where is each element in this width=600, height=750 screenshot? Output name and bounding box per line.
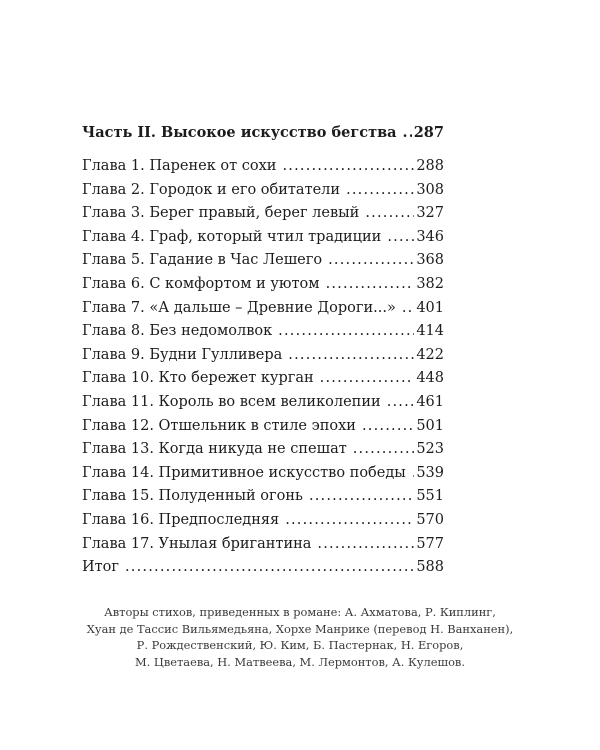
chapter-title: Глава 14. Примитивное искусство победы: [82, 464, 406, 481]
chapter-title: Глава 2. Городок и его обитатели: [82, 181, 341, 198]
chapter-title: Глава 13. Когда никуда не спешат: [82, 441, 347, 458]
chapter-title: Глава 12. Отшельник в стиле эпохи: [82, 417, 356, 434]
chapter-title: Глава 10. Кто бережет курган: [82, 370, 314, 387]
leader-dots: [402, 300, 415, 316]
toc-chapter-row: [82, 370, 444, 394]
chapter-title: Глава 15. Полуденный огонь: [82, 488, 303, 505]
chapter-page-number: 539: [416, 464, 444, 481]
authors-line: Авторы стихов, приведенных в романе: А. Ахматова, Р. Киплинг,: [104, 605, 496, 619]
leader-dots: [328, 252, 414, 268]
chapter-title: Глава 11. Король во всем великолепии: [82, 393, 381, 410]
chapter-title: Глава 7. «А дальше – Древние Дороги...»: [82, 299, 396, 316]
leader-dots: [365, 205, 414, 221]
leader-dots: [125, 559, 414, 575]
leader-dots: [353, 441, 415, 457]
toc-chapter-row: [82, 488, 444, 512]
toc-chapter-row: [82, 229, 444, 253]
chapter-title: Глава 1. Паренек от сохи: [82, 158, 277, 174]
leader-dots: [278, 323, 414, 339]
chapter-page-number: 422: [416, 346, 444, 363]
chapter-title: Глава 9. Будни Гулливера: [82, 346, 283, 363]
leader-dots: [288, 347, 414, 363]
toc-chapter-row: [82, 441, 444, 465]
chapter-title: Глава 3. Берег правый, берег левый: [82, 205, 360, 222]
chapter-page-number: 461: [416, 393, 444, 410]
leader-dots: [285, 512, 414, 528]
leader-dots: [282, 158, 414, 174]
chapter-page-number: 570: [416, 511, 444, 528]
chapter-title: Глава 8. Без недомолвок: [82, 323, 273, 340]
chapter-page-number: 382: [416, 275, 444, 292]
toc-chapter-row: [82, 182, 444, 206]
leader-dots: [362, 418, 414, 434]
chapter-page-number: 327: [416, 205, 444, 222]
chapter-page-number: 401: [416, 299, 444, 316]
toc-chapter-row: [82, 536, 444, 560]
poem-authors-note: [60, 604, 540, 670]
leader-dots: [326, 276, 415, 292]
chapter-page-number: 588: [416, 559, 444, 576]
toc-chapter-row: [82, 465, 444, 489]
toc-chapter-row: [82, 276, 444, 300]
toc-chapter-row: [82, 347, 444, 371]
authors-line: М. Цветаева, Н. Матвеева, М. Лермонтов, А. Кулешов.: [135, 654, 465, 669]
toc-chapter-row: [82, 205, 444, 229]
leader-dots: [309, 488, 414, 504]
leader-dots: [320, 370, 415, 386]
leader-dots: [346, 182, 414, 198]
toc-chapter-row: [82, 559, 444, 583]
toc-part-heading: [82, 124, 444, 146]
authors-line: Р. Рождественский, Ю. Ким, Б. Пастернак, Н. Егоров,: [136, 638, 464, 652]
table-of-contents: [82, 124, 444, 583]
chapter-title: Глава 16. Предпоследняя: [82, 511, 280, 528]
part-page-number: 287: [413, 124, 444, 141]
chapter-title: Глава 6. С комфортом и уютом: [82, 275, 320, 292]
toc-chapter-row: [82, 323, 444, 347]
chapter-page-number: 288: [416, 158, 444, 174]
toc-chapter-row: [82, 300, 444, 324]
leader-dots: [403, 124, 412, 141]
chapter-page-number: 346: [416, 228, 444, 245]
chapter-page-number: 448: [416, 370, 444, 387]
chapter-page-number: 501: [416, 417, 444, 434]
leader-dots: [412, 465, 414, 481]
toc-chapter-row: [82, 252, 444, 276]
chapter-page-number: 414: [416, 323, 444, 340]
leader-dots: [317, 536, 414, 552]
chapter-page-number: 523: [416, 441, 444, 458]
chapter-title: Глава 5. Гадание в Час Лешего: [82, 252, 323, 269]
chapter-title: Глава 17. Унылая бригантина: [82, 535, 312, 552]
chapter-title: Итог: [82, 559, 119, 576]
leader-dots: [387, 229, 414, 245]
part-title: Часть II. Высокое искусство бегства: [82, 124, 397, 141]
chapter-title: Глава 4. Граф, который чтил традиции: [82, 228, 382, 245]
toc-chapter-row: [82, 512, 444, 536]
chapter-page-number: 308: [416, 181, 444, 198]
chapter-page-number: 368: [416, 252, 444, 269]
toc-chapter-row: [82, 158, 444, 182]
leader-dots: [387, 394, 415, 410]
chapter-page-number: 577: [416, 535, 444, 552]
chapter-page-number: 551: [416, 488, 444, 505]
authors-line: Хуан де Тассис Вильямедьяна, Хорхе Манрике (перевод Н. Ванханен),: [86, 621, 514, 636]
toc-chapter-row: [82, 394, 444, 418]
toc-chapter-row: [82, 418, 444, 442]
